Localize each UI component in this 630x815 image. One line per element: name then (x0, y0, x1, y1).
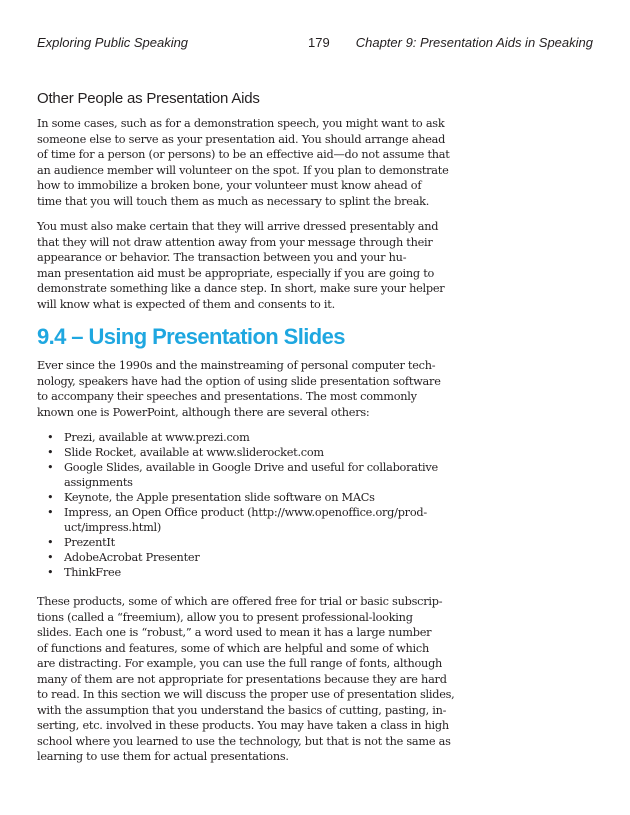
list-item-text: Prezi, available at www.prezi.com (64, 431, 250, 444)
bullet: • (47, 461, 54, 474)
list-item (47, 430, 457, 445)
list-item (47, 445, 457, 460)
chapter-title: Chapter 9: Presentation Aids in Speaking (355, 35, 593, 50)
paragraph: Ever since the 1990s and the mainstreaming of personal computer tech- nology, speakers have had the option of using slide presentation software to accompany their speeches and presentations. The most commonly known one is PowerPoint, although there are several others: (37, 359, 441, 419)
paragraph: In some cases, such as for a demonstration speech, you might want to ask someone else to serve as your presentation aid. You should arrange ahead of time for a person (or persons) to be an effective aid—do not assume that an audience member will volunteer on the spot. If you plan to demonstrate how to immobilize a broken bone, your volunteer must know ahead of time that you will touch them as much as necessary to splint the break. (37, 117, 450, 208)
list-item (47, 460, 457, 490)
bullet: • (47, 491, 54, 504)
subsection-heading: Other People as Presentation Aids (37, 90, 260, 107)
list-item-text: PrezentIt (64, 536, 115, 549)
bullet: • (47, 536, 54, 549)
list-item-text: Impress, an Open Office product (http://www.openoffice.org/prod- uct/impress.html) (64, 506, 427, 534)
bullet: • (47, 566, 54, 579)
paragraph: You must also make certain that they will arrive dressed presentably and that they will not draw attention away from your message through their appearance or behavior. The transaction between you and your hu- man presentation aid must be appropriate, especially if you are going to demonstrate something like a dance step. In short, make sure your helper will know what is expected of them and consents to it. (37, 220, 445, 311)
list-item-text: ThinkFree (64, 566, 121, 579)
page-number: 179 (308, 35, 330, 50)
running-header (37, 35, 593, 53)
list-item-text: Slide Rocket, available at www.sliderocket.com (64, 446, 324, 459)
paragraph: These products, some of which are offered free for trial or basic subscrip- tions (called a “freemium), allow you to present professional-looking slides. Each one is “robust,” a word used to mean it has a large number of functions and features, some of which are helpful and some of which are distracting. For example, you can use the full range of fonts, although many of them are not appropriate for presentations because they are hard to read. In this section we will discuss the proper use of presentation slides, with the assumption that you understand the basics of cutting, pasting, in- serting, etc. involved in these products. You may have taken a class in high school where you learned to use the technology, but that is not the same as learning to use them for actual presentations. (37, 595, 455, 763)
list-item (47, 535, 457, 550)
list-item (47, 550, 457, 565)
book-title: Exploring Public Speaking (37, 35, 189, 50)
list-item-text: Keynote, the Apple presentation slide software on MACs (64, 491, 375, 504)
bullet: • (47, 551, 54, 564)
list-item (47, 505, 457, 535)
bullet: • (47, 506, 54, 519)
bullet: • (47, 446, 54, 459)
section-heading: 9.4 – Using Presentation Slides (37, 324, 345, 349)
list-item-text: Google Slides, available in Google Drive and useful for collaborative assignments (64, 461, 438, 489)
bullet: • (47, 431, 54, 444)
list-item-text: AdobeAcrobat Presenter (64, 551, 200, 564)
list-item (47, 565, 457, 580)
page-body (37, 90, 457, 775)
software-list (37, 430, 457, 580)
list-item (47, 490, 457, 505)
